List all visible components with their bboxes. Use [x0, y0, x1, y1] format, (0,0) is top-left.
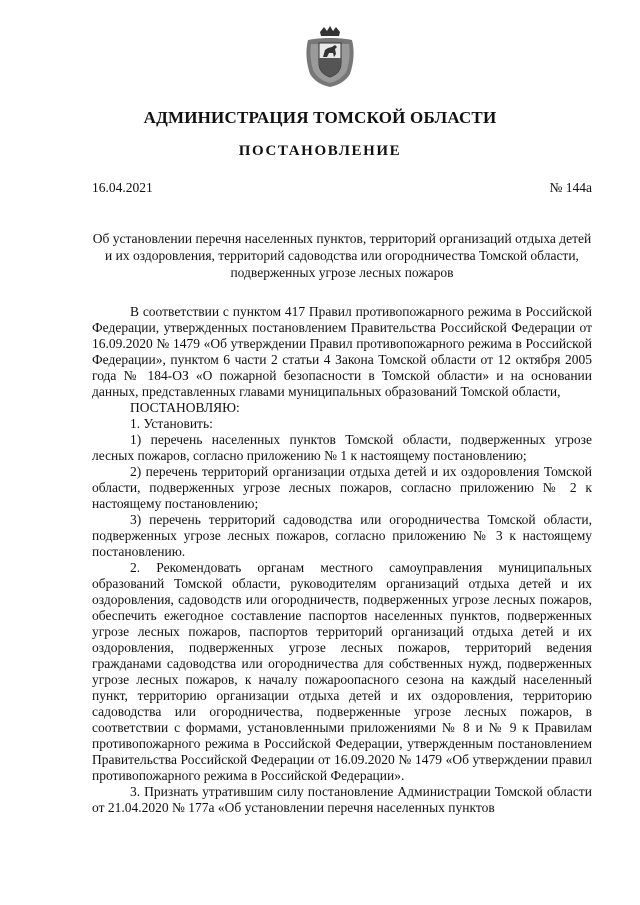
decree-word: ПОСТАНОВЛЯЮ:	[130, 400, 240, 415]
document-title: Об установлении перечня населенных пунктов, территорий организаций отдыха детей и их оздоровления, территорий садоводства или огородничества Томской области, подверженных угрозе лесных пожаров	[92, 231, 592, 280]
organization-name: АДМИНИСТРАЦИЯ ТОМСКОЙ ОБЛАСТИ	[143, 108, 497, 127]
document-body	[92, 304, 592, 816]
document-type: ПОСТАНОВЛЕНИЕ	[238, 143, 402, 159]
preamble-paragraph: В соответствии с пунктом 417 Правил противопожарного режима в Российской Федерации, утвержденных постановлением Правительства Российской Федерации от 16.09.2020 № 1479 «Об утверждении Правил противопожарного режима в Российской Федерации», пунктом 6 части 2 статьи 4 Закона Томской области от 12 октября 2005 года № 184-ОЗ «О пожарной безопасности в Томской области» и на основании данных, представленных главами муниципальных образований Томской области,	[92, 304, 592, 399]
item-1-1: 1) перечень населенных пунктов Томской области, подверженных угрозе лесных пожаров, согласно приложению № 1 к настоящему постановлению;	[92, 432, 592, 463]
item-2: 2. Рекомендовать органам местного самоуправления муниципальных образований Томской области, руководителям организаций отдыха детей и их оздоровления, садоводств или огородничеств, подверженных угрозе лесных пожаров, обеспечить ежегодное составление паспортов населенных пунктов, подверженных угрозе лесных пожаров, паспортов территорий организаций отдыха детей и их оздоровления, подверженных угрозе лесных пожаров, территорий ведения гражданами садоводства или огородничества для собственных нужд, подверженных угрозе лесных пожаров, к началу пожароопасного сезона на каждый населенный пункт, территорию организации отдыха детей и их оздоровления, территорию садоводства или огородничества, подверженные угрозе лесных пожаров, в соответствии с формами, установленными приложениями № 8 и № 9 к Правилам противопожарного режима в Российской Федерации, утвержденным постановлением Правительства Российской Федерации от 16.09.2020 № 1479 «Об утверждении правил противопожарного режима в Российской Федерации».	[92, 560, 592, 783]
item-1: 1. Установить:	[130, 416, 213, 431]
document-number: № 144а	[549, 180, 592, 195]
document-date: 16.04.2021	[92, 180, 153, 195]
item-3: 3. Признать утратившим силу постановление Администрации Томской области от 21.04.2020 № 177а «Об установлении перечня населенных пунктов	[92, 784, 592, 815]
item-1-2: 2) перечень территорий организации отдыха детей и их оздоровления Томской области, подверженных угрозе лесных пожаров, согласно приложению № 2 к настоящему постановлению;	[92, 464, 592, 511]
томская-область-coat-of-arms-icon	[302, 26, 358, 88]
item-1-3: 3) перечень территорий садоводства или огородничества Томской области, подверженных угрозе лесных пожаров, согласно приложению № 3 к настоящему постановлению.	[92, 512, 592, 559]
